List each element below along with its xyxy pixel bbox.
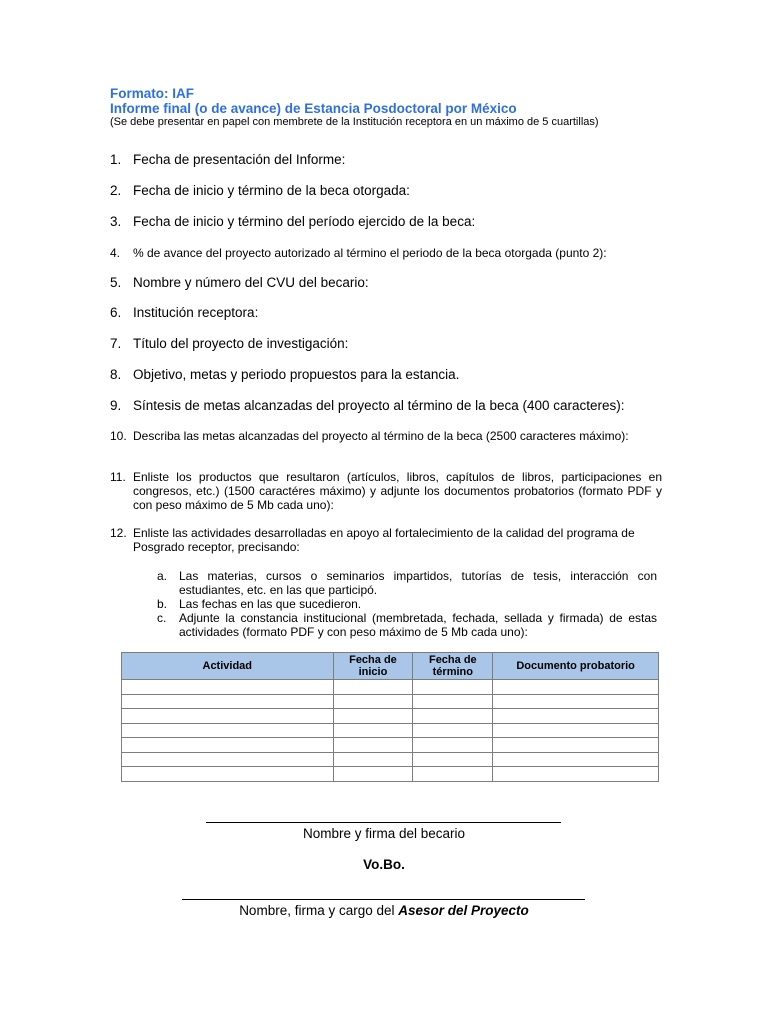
item-number: 1. bbox=[110, 152, 122, 167]
table-cell[interactable] bbox=[413, 767, 493, 782]
table-cell[interactable] bbox=[333, 752, 413, 767]
item-number: 7. bbox=[110, 336, 122, 351]
table-cell[interactable] bbox=[493, 694, 659, 709]
table-cell[interactable] bbox=[333, 709, 413, 724]
item-text: Describa las metas alcanzadas del proyecto al término de la beca (2500 caracteres máximo): bbox=[133, 429, 629, 443]
table-cell[interactable] bbox=[493, 709, 659, 724]
vobo-label: Vo.Bo. bbox=[363, 857, 405, 872]
table-cell[interactable] bbox=[122, 723, 334, 738]
table-row bbox=[122, 680, 659, 695]
table-cell[interactable] bbox=[413, 738, 493, 753]
table-cell[interactable] bbox=[493, 738, 659, 753]
table-row bbox=[122, 752, 659, 767]
table-cell[interactable] bbox=[333, 694, 413, 709]
item-text: Nombre y número del CVU del becario: bbox=[133, 275, 369, 290]
item-text: Objetivo, metas y periodo propuestos para la estancia. bbox=[133, 367, 460, 382]
item-text: Título del proyecto de investigación: bbox=[133, 336, 349, 351]
sublist-text: Adjunte la constancia institucional (membretada, fechada, sellada y firmada) de estas actividades (formato PDF y con peso máximo de 5 Mb cada uno): bbox=[179, 611, 657, 639]
sublist-letter: c. bbox=[157, 611, 167, 625]
asesor-label-emphasis: Asesor del Proyecto bbox=[398, 903, 529, 918]
item-text: Institución receptora: bbox=[133, 305, 259, 320]
table-cell[interactable] bbox=[493, 752, 659, 767]
item-text: Fecha de inicio y término de la beca otorgada: bbox=[133, 183, 410, 198]
item-number: 4. bbox=[110, 246, 121, 260]
table-cell[interactable] bbox=[333, 723, 413, 738]
column-header-end-date: Fecha de término bbox=[413, 653, 493, 680]
table-cell[interactable] bbox=[122, 694, 334, 709]
item-number: 12. bbox=[110, 526, 127, 540]
column-header-document: Documento probatorio bbox=[493, 653, 659, 680]
item-number: 3. bbox=[110, 214, 122, 229]
becario-signature-line bbox=[206, 822, 561, 823]
item-number: 8. bbox=[110, 367, 122, 382]
list-item bbox=[110, 470, 662, 512]
item-text: % de avance del proyecto autorizado al término el periodo de la beca otorgada (punto 2): bbox=[133, 246, 607, 260]
table-cell[interactable] bbox=[122, 680, 334, 695]
item-number: 11. bbox=[110, 470, 126, 484]
becario-signature-label: Nombre y firma del becario bbox=[302, 826, 466, 841]
table-row bbox=[122, 709, 659, 724]
item-number: 6. bbox=[110, 305, 122, 320]
item-number: 2. bbox=[110, 183, 122, 198]
list-item bbox=[110, 367, 662, 383]
asesor-label-prefix: Nombre, firma y cargo del bbox=[239, 903, 399, 918]
table-cell[interactable] bbox=[122, 767, 334, 782]
list-item bbox=[110, 526, 662, 554]
item-text: Enliste los productos que resultaron (artículos, libros, capítulos de libros, participaciones en congresos, etc.) (1500 caractéres máximo) y adjunte los documentos probatorios (formato PDF y con peso máximo de 5 Mb cada uno): bbox=[133, 470, 662, 512]
table-row bbox=[122, 738, 659, 753]
table-cell[interactable] bbox=[413, 694, 493, 709]
table-cell[interactable] bbox=[333, 738, 413, 753]
document-note: (Se debe presentar en papel con membrete de la Institución receptora en un máximo de 5 cuartillas) bbox=[110, 116, 599, 128]
sublist-text: Las fechas en las que sucedieron. bbox=[179, 597, 362, 611]
list-item bbox=[110, 275, 662, 291]
document-title: Informe final (o de avance) de Estancia Posdoctoral por México bbox=[110, 101, 517, 116]
item-text: Síntesis de metas alcanzadas del proyecto al término de la beca (400 caracteres): bbox=[133, 398, 625, 413]
table-header-row bbox=[122, 653, 659, 680]
sublist-item bbox=[157, 611, 657, 639]
table-row bbox=[122, 723, 659, 738]
list-item bbox=[110, 305, 662, 321]
list-item bbox=[110, 183, 662, 199]
activities-table bbox=[121, 652, 659, 782]
list-item bbox=[110, 246, 662, 260]
document-header bbox=[110, 86, 670, 129]
item-number: 10. bbox=[110, 429, 127, 443]
table-cell[interactable] bbox=[493, 723, 659, 738]
column-header-start-date: Fecha de inicio bbox=[333, 653, 413, 680]
list-item bbox=[110, 398, 662, 414]
column-header-activity: Actividad bbox=[122, 653, 334, 680]
sublist-letter: a. bbox=[157, 569, 168, 583]
sublist-item bbox=[157, 569, 657, 597]
table-cell[interactable] bbox=[122, 752, 334, 767]
table-row bbox=[122, 767, 659, 782]
activity-sublist bbox=[157, 569, 657, 639]
table-cell[interactable] bbox=[413, 723, 493, 738]
table-cell[interactable] bbox=[413, 680, 493, 695]
table-cell[interactable] bbox=[122, 738, 334, 753]
asesor-signature-line bbox=[182, 899, 585, 900]
table-cell[interactable] bbox=[493, 767, 659, 782]
item-text: Fecha de presentación del Informe: bbox=[133, 152, 346, 167]
asesor-signature-label bbox=[0, 903, 768, 919]
format-label: Formato: IAF bbox=[110, 86, 194, 101]
sublist-item bbox=[157, 597, 657, 611]
table-cell[interactable] bbox=[413, 752, 493, 767]
table-row bbox=[122, 694, 659, 709]
table-cell[interactable] bbox=[493, 680, 659, 695]
sublist-letter: b. bbox=[157, 597, 168, 611]
table-cell[interactable] bbox=[122, 709, 334, 724]
list-item bbox=[110, 336, 662, 352]
item-number: 9. bbox=[110, 398, 122, 413]
sublist-text: Las materias, cursos o seminarios impartidos, tutorías de tesis, interacción con estudiantes, etc. en las que participó. bbox=[179, 569, 657, 597]
list-item bbox=[110, 429, 662, 443]
list-item bbox=[110, 152, 662, 168]
item-number: 5. bbox=[110, 275, 122, 290]
item-text: Enliste las actividades desarrolladas en apoyo al fortalecimiento de la calidad del programa de Posgrado receptor, precisando: bbox=[133, 526, 635, 554]
item-text: Fecha de inicio y término del período ejercido de la beca: bbox=[133, 214, 476, 229]
table-cell[interactable] bbox=[333, 767, 413, 782]
list-item bbox=[110, 214, 662, 230]
table-cell[interactable] bbox=[413, 709, 493, 724]
table-cell[interactable] bbox=[333, 680, 413, 695]
